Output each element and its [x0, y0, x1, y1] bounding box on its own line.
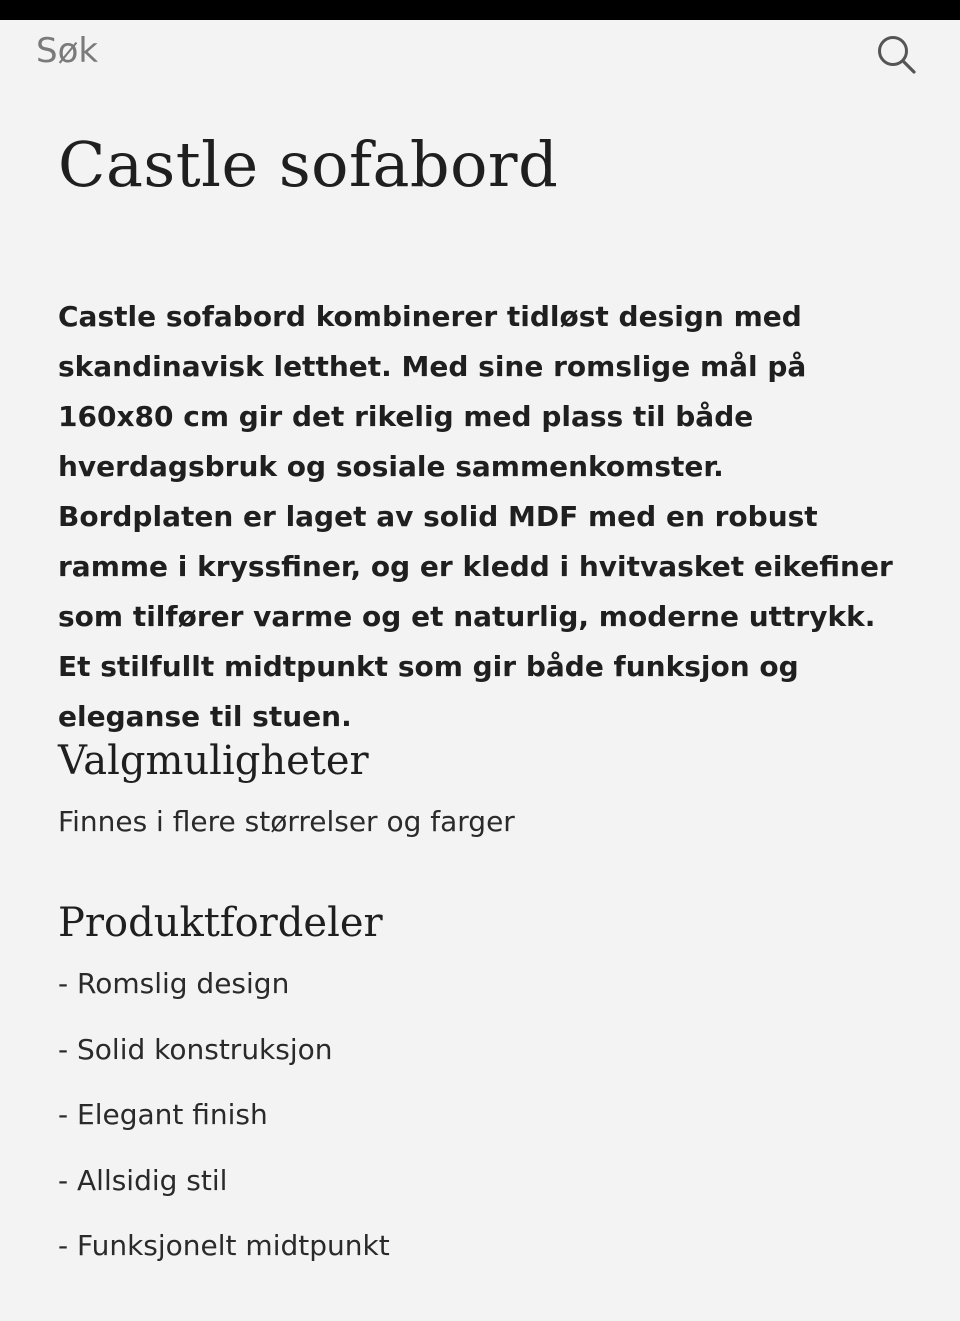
benefits-list — [58, 962, 390, 1290]
search-bar — [0, 20, 960, 86]
product-content — [58, 120, 918, 1262]
page-title: Castle sofabord — [58, 128, 559, 201]
search-input[interactable] — [36, 28, 816, 74]
benefits-heading: Produktfordeler — [58, 900, 383, 946]
options-heading: Valgmuligheter — [58, 738, 369, 784]
list-item: - Allsidig stil — [58, 1163, 228, 1197]
product-description: Castle sofabord kombinerer tidløst design med skandinavisk letthet. Med sine romslige mål på 160x80 cm gir det rikelig med plass til både hverdagsbruk og sosiale sammenkomster. Bordplaten er laget av solid MDF med en robust ramme i kryssfiner, og er kledd i hvitvasket eikefiner som tilfører varme og et naturlig, moderne uttrykk. Et stilfullt midtpunkt som gir både funksjon og eleganse til stuen. — [58, 300, 893, 733]
options-text: Finnes i flere størrelser og farger — [58, 805, 515, 838]
list-item: - Solid konstruksjon — [58, 1032, 333, 1066]
list-item: - Funksjonelt midtpunkt — [58, 1229, 390, 1262]
search-icon[interactable] — [874, 32, 920, 78]
list-item: - Romslig design — [58, 967, 290, 1000]
list-item: - Elegant finish — [58, 1098, 268, 1131]
status-bar — [0, 0, 960, 20]
